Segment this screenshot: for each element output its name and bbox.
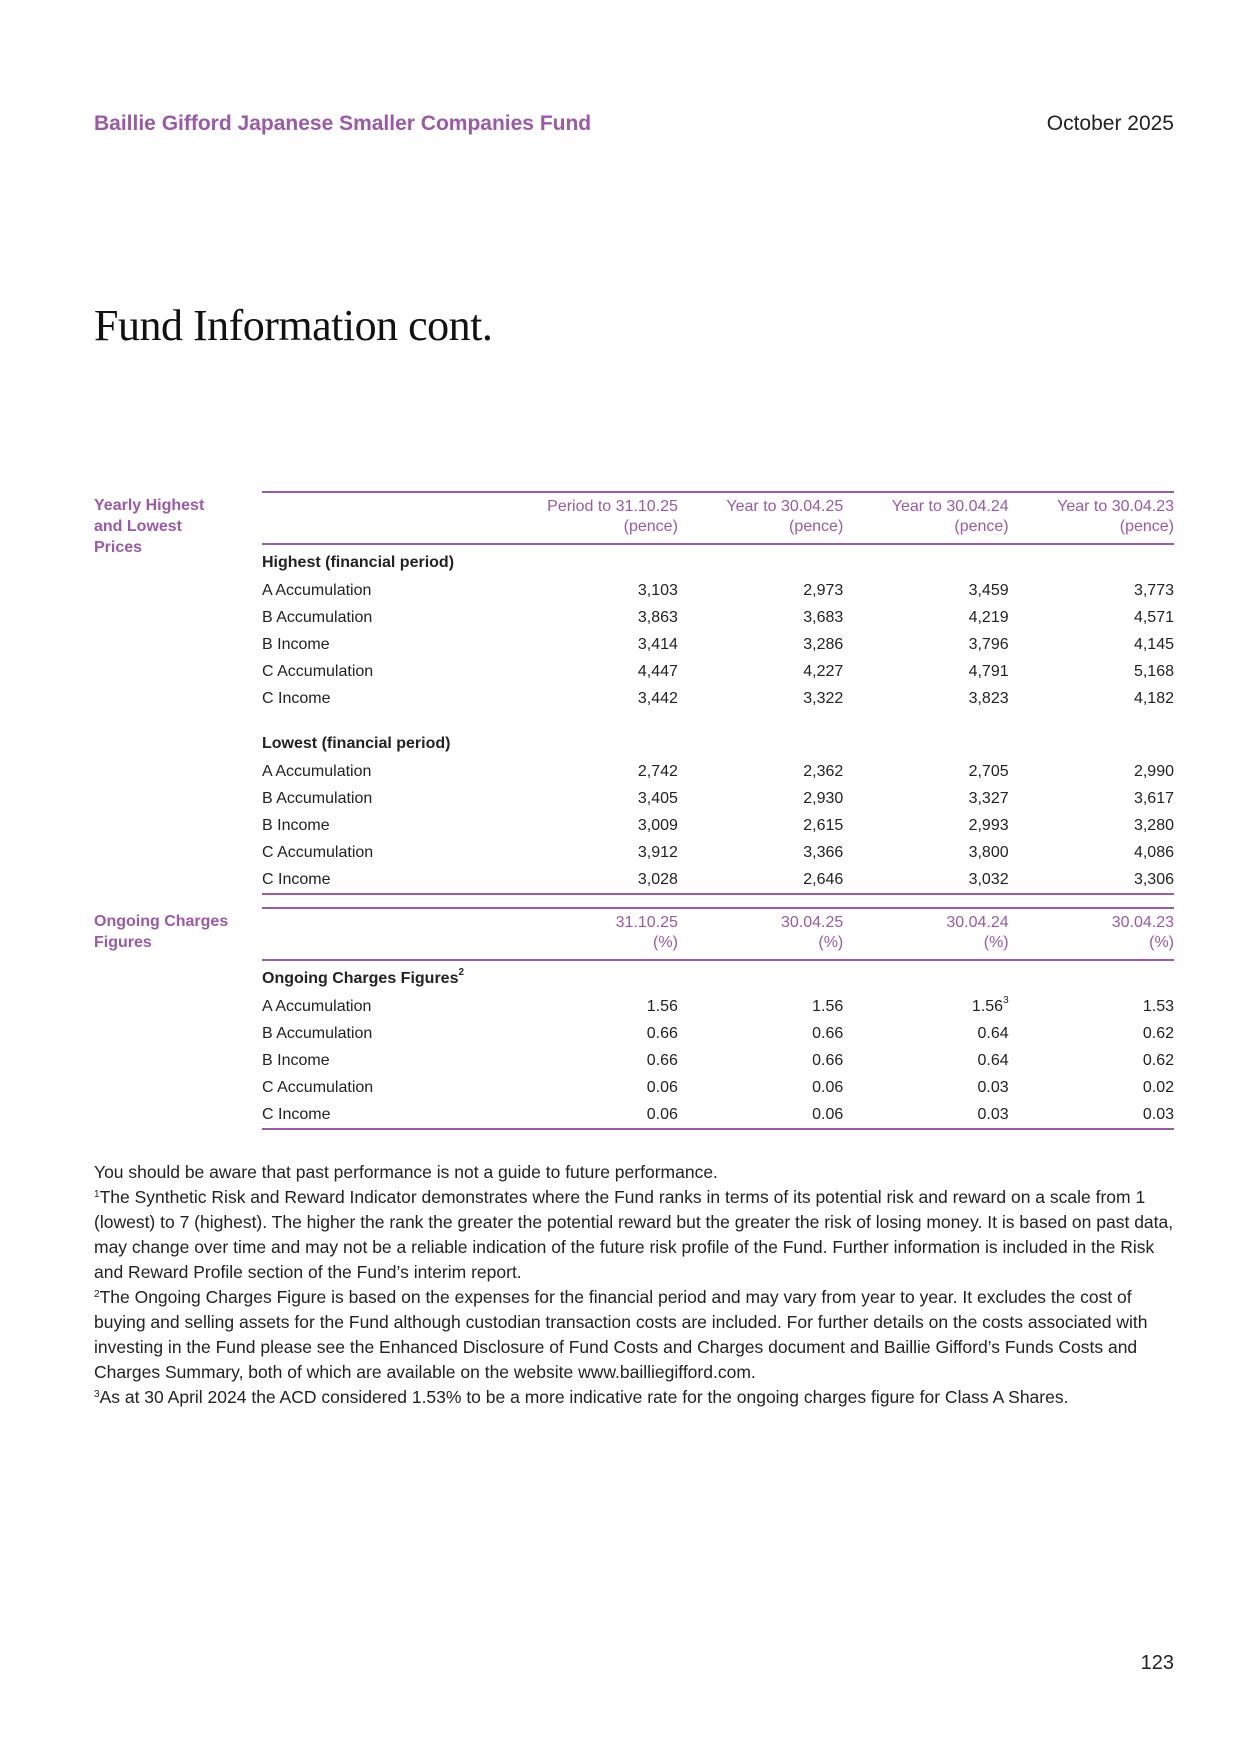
table-cell	[843, 631, 1008, 658]
table-cell	[843, 1101, 1008, 1129]
table-cell	[678, 604, 843, 631]
table-cell	[843, 1020, 1008, 1047]
cell-value: 0.66	[812, 1024, 844, 1042]
table-cell	[678, 1074, 843, 1101]
cell-value: 1.53	[1142, 997, 1174, 1015]
table-row	[262, 812, 1174, 839]
footnote-marker: 3	[1003, 994, 1009, 1006]
table-cell	[1009, 1101, 1174, 1129]
column-header-line1: 30.04.23	[1111, 914, 1174, 931]
cell-value: 3,028	[637, 870, 678, 888]
cell-value: 4,219	[968, 608, 1009, 626]
table-cell	[678, 1101, 843, 1129]
cell-value: 1.56	[971, 997, 1004, 1015]
cell-value: 3,823	[968, 689, 1009, 707]
prices-column-header	[1009, 492, 1174, 544]
table-cell	[513, 685, 678, 712]
table-row	[262, 866, 1174, 894]
table-cell	[678, 758, 843, 785]
footnote-text: The Synthetic Risk and Reward Indicator demonstrates where the Fund ranks in terms of its potential risk and reward on a scale from 1 (lowest) to 7 (highest). The higher the rank the greater the potential reward but the greater the risk of losing money. It is based on past data, may change over time and may not be a reliable indication of the future risk profile of the Fund. Further information is included in the Risk and Reward Profile section of the Fund’s interim report.	[94, 1187, 1174, 1282]
column-header-line2: (%)	[1149, 934, 1174, 951]
row-label: B Income	[262, 635, 330, 653]
document-date: October 2025	[1046, 112, 1174, 135]
table-cell	[843, 658, 1008, 685]
cell-value: 0.03	[977, 1078, 1009, 1096]
table-cell	[513, 1074, 678, 1101]
table-cell	[1009, 812, 1174, 839]
cell-value: 0.62	[1142, 1051, 1174, 1069]
table-cell	[843, 758, 1008, 785]
cell-value: 2,930	[803, 789, 844, 807]
row-label: B Income	[262, 816, 330, 834]
cell-value: 3,796	[968, 635, 1009, 653]
table-cell	[513, 631, 678, 658]
table-cell	[678, 631, 843, 658]
prices-header-row	[262, 492, 1174, 544]
fund-name: Baillie Gifford Japanese Smaller Companies Fund	[94, 112, 592, 135]
cell-value: 3,414	[637, 635, 678, 653]
table-cell	[1009, 604, 1174, 631]
table-row	[262, 631, 1174, 658]
column-header-line1: 30.04.25	[780, 914, 844, 931]
row-label: B Income	[262, 1051, 330, 1069]
ocf-heading-cell	[262, 960, 1174, 993]
table-cell	[513, 604, 678, 631]
cell-value: 2,646	[803, 870, 844, 888]
table-cell	[843, 993, 1008, 1020]
table-cell	[843, 577, 1008, 604]
table-row	[262, 839, 1174, 866]
table-cell	[678, 577, 843, 604]
table-cell	[513, 1101, 678, 1129]
row-label: C Income	[262, 1101, 513, 1129]
table-row	[262, 604, 1174, 631]
cell-value: 0.06	[812, 1105, 844, 1123]
cell-value: 5,168	[1133, 662, 1174, 680]
table-cell	[513, 1047, 678, 1074]
row-label: A Accumulation	[262, 997, 372, 1015]
column-header-line2: (pence)	[623, 518, 678, 535]
table-row	[262, 758, 1174, 785]
cell-value: 3,366	[803, 843, 844, 861]
cell-value: 4,145	[1133, 635, 1174, 653]
cell-value: 0.66	[646, 1024, 678, 1042]
cell-value: 0.02	[1142, 1078, 1174, 1096]
row-label: A Accumulation	[262, 581, 372, 599]
cell-value: 3,405	[637, 789, 678, 807]
table-cell	[1009, 1074, 1174, 1101]
ocf-header-empty	[262, 908, 513, 960]
table-cell	[843, 1074, 1008, 1101]
cell-value: 0.03	[1142, 1105, 1174, 1123]
page-title: Fund Information cont.	[94, 301, 493, 350]
cell-value: 0.64	[977, 1051, 1009, 1069]
table-cell	[678, 1020, 843, 1047]
row-label: B Accumulation	[262, 1024, 373, 1042]
row-label: C Income	[262, 866, 513, 894]
column-header-line2: (%)	[818, 934, 844, 951]
cell-value: 3,103	[637, 581, 678, 599]
table-cell	[843, 1047, 1008, 1074]
cell-value: 3,459	[968, 581, 1009, 599]
ocf-column-header	[513, 908, 678, 960]
table-row	[262, 785, 1174, 812]
table-cell	[1009, 577, 1174, 604]
row-label: C Accumulation	[262, 1078, 374, 1096]
table-cell	[513, 658, 678, 685]
column-header-line2: (pence)	[954, 518, 1009, 535]
lowest-heading-cell	[262, 726, 1174, 758]
table-cell	[678, 866, 843, 894]
cell-value: 3,322	[803, 689, 844, 707]
table-cell	[1009, 1047, 1174, 1074]
cell-value: 2,993	[968, 816, 1009, 834]
row-label: C Accumulation	[262, 662, 374, 680]
row-label: B Accumulation	[262, 789, 373, 807]
table-cell	[843, 866, 1008, 894]
column-header-line2: (pence)	[789, 518, 844, 535]
table-cell	[513, 577, 678, 604]
ocf-column-header	[678, 908, 843, 960]
highest-heading-text: Highest (financial period)	[262, 554, 455, 571]
cell-value: 2,362	[803, 762, 844, 780]
footnote-marker: 3	[94, 1389, 100, 1400]
footnote-text: The Ongoing Charges Figure is based on the expenses for the financial period and may vary from year to year. It excludes the cost of buying and selling assets for the Fund although custodian transaction costs are included. For further details on the costs associated with investing in the Fund please see the Enhanced Disclosure of Fund Costs and Charges document and Baillie Gifford’s Funds Costs and Charges Summary, both of which are available on the website www.bailliegifford.com.	[94, 1287, 1148, 1382]
cell-value: 0.62	[1142, 1024, 1174, 1042]
column-header-line1: 30.04.24	[946, 914, 1009, 931]
column-header-line1: Year to 30.04.24	[891, 498, 1009, 515]
footnote-marker: 2	[94, 1289, 100, 1300]
ocf-header-row	[262, 908, 1174, 960]
table-cell	[1009, 685, 1174, 712]
cell-value: 3,280	[1133, 816, 1174, 834]
table-cell	[1009, 785, 1174, 812]
cell-value: 2,990	[1133, 762, 1174, 780]
column-header-line1: Year to 30.04.23	[1057, 498, 1174, 515]
table-cell	[513, 839, 678, 866]
prices-section-label: Yearly Highest and Lowest Prices	[94, 497, 205, 556]
cell-value: 0.64	[977, 1024, 1009, 1042]
footnotes	[94, 1160, 1179, 1410]
cell-value: 3,032	[968, 870, 1009, 888]
table-cell	[843, 812, 1008, 839]
footnote-text: As at 30 April 2024 the ACD considered 1.53% to be a more indicative rate for the ongoing charges figure for Class A Shares.	[99, 1387, 1069, 1407]
prices-column-header	[678, 492, 843, 544]
table-cell	[843, 685, 1008, 712]
highest-heading	[262, 544, 1174, 577]
cell-value: 3,286	[803, 635, 844, 653]
table-row	[262, 577, 1174, 604]
table-cell	[1009, 758, 1174, 785]
prices-column-header	[513, 492, 678, 544]
page-number: 123	[1140, 1652, 1174, 1674]
table-cell	[678, 658, 843, 685]
cell-value: 3,306	[1133, 870, 1174, 888]
prices-table	[262, 491, 1174, 895]
footnote	[94, 1185, 1179, 1285]
ocf-column-header	[843, 908, 1008, 960]
table-cell	[678, 785, 843, 812]
table-cell	[1009, 631, 1174, 658]
column-header-line2: (%)	[653, 934, 678, 951]
cell-value: 4,571	[1133, 608, 1174, 626]
table-cell	[1009, 658, 1174, 685]
table-cell	[1009, 993, 1174, 1020]
footnote	[94, 1285, 1179, 1385]
cell-value: 1.56	[812, 997, 844, 1015]
table-cell	[678, 812, 843, 839]
table-cell	[513, 812, 678, 839]
cell-value: 3,009	[637, 816, 678, 834]
table-row	[262, 658, 1174, 685]
table-row	[262, 1047, 1174, 1074]
ocf-section-label: Ongoing Charges Figures	[94, 913, 229, 951]
table-cell	[678, 839, 843, 866]
table-cell	[513, 758, 678, 785]
cell-value: 4,227	[803, 662, 844, 680]
spacer-cell	[262, 712, 1174, 726]
cell-value: 4,182	[1133, 689, 1174, 707]
cell-value: 0.06	[646, 1105, 678, 1123]
cell-value: 2,973	[803, 581, 844, 599]
table-cell	[513, 866, 678, 894]
table-row	[262, 1074, 1174, 1101]
table-cell	[678, 685, 843, 712]
column-header-line1: Period to 31.10.25	[547, 498, 678, 515]
cell-value: 2,615	[803, 816, 844, 834]
table-cell	[843, 839, 1008, 866]
table-row	[262, 1020, 1174, 1047]
ocf-heading-text: Ongoing Charges Figures	[262, 970, 459, 987]
cell-value: 0.06	[812, 1078, 844, 1096]
footnote	[94, 1385, 1179, 1410]
cell-value: 3,683	[803, 608, 844, 626]
table-cell	[678, 1047, 843, 1074]
ocf-column-header	[1009, 908, 1174, 960]
table-cell	[1009, 866, 1174, 894]
column-header-line1: Year to 30.04.25	[726, 498, 844, 515]
cell-value: 2,742	[637, 762, 678, 780]
table-cell	[513, 785, 678, 812]
cell-value: 1.56	[646, 997, 678, 1015]
table-cell	[513, 993, 678, 1020]
past-performance-note: You should be aware that past performance is not a guide to future performance.	[94, 1162, 718, 1182]
cell-value: 4,447	[637, 662, 678, 680]
table-cell	[513, 1020, 678, 1047]
row-label: B Accumulation	[262, 608, 373, 626]
cell-value: 3,327	[968, 789, 1009, 807]
column-header-line2: (pence)	[1119, 518, 1174, 535]
highest-heading-cell	[262, 544, 1174, 577]
row-label: C Income	[262, 689, 331, 707]
table-cell	[678, 993, 843, 1020]
table-row	[262, 685, 1174, 712]
prices-column-header	[843, 492, 1008, 544]
cell-value: 3,617	[1133, 789, 1174, 807]
row-label: C Accumulation	[262, 843, 374, 861]
cell-value: 3,442	[637, 689, 678, 707]
spacer-row	[262, 712, 1174, 726]
cell-value: 2,705	[968, 762, 1009, 780]
cell-value: 0.66	[646, 1051, 678, 1069]
cell-value: 3,800	[968, 843, 1009, 861]
footnote-marker: 1	[94, 1189, 100, 1200]
lowest-heading-text: Lowest (financial period)	[262, 735, 451, 752]
column-header-line1: 31.10.25	[615, 914, 678, 931]
cell-value: 3,912	[637, 843, 678, 861]
column-header-line2: (%)	[983, 934, 1009, 951]
ocf-heading	[262, 960, 1174, 993]
table-cell	[843, 604, 1008, 631]
footnote-marker: 2	[458, 967, 465, 978]
cell-value: 4,086	[1133, 843, 1174, 861]
cell-value: 0.06	[646, 1078, 678, 1096]
cell-value: 4,791	[968, 662, 1009, 680]
ocf-table	[262, 907, 1174, 1130]
prices-header-empty	[262, 492, 513, 544]
cell-value: 0.66	[812, 1051, 844, 1069]
table-row	[262, 993, 1174, 1020]
cell-value: 0.03	[977, 1105, 1009, 1123]
table-row	[262, 1101, 1174, 1129]
row-label: A Accumulation	[262, 762, 372, 780]
table-cell	[1009, 1020, 1174, 1047]
cell-value: 3,863	[637, 608, 678, 626]
table-cell	[843, 785, 1008, 812]
cell-value: 3,773	[1133, 581, 1174, 599]
table-cell	[1009, 839, 1174, 866]
lowest-heading	[262, 726, 1174, 758]
